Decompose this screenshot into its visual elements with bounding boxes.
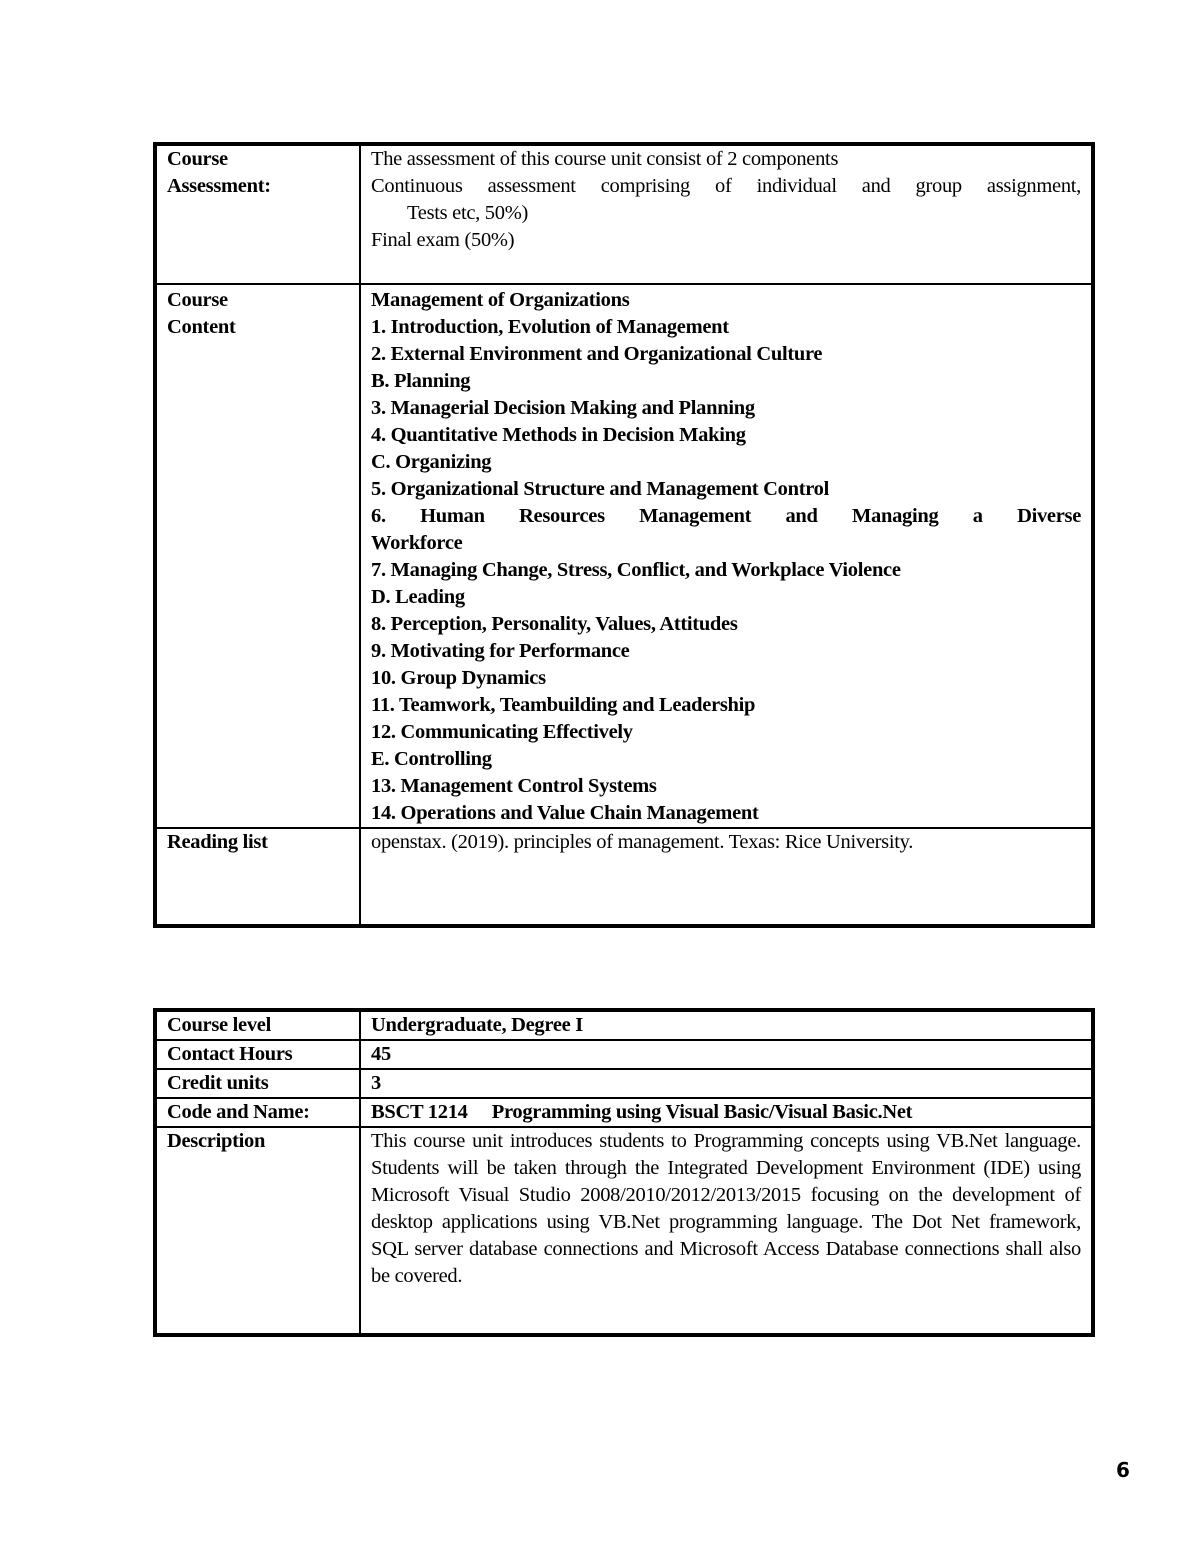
code-name-label: Code and Name: <box>155 1098 360 1127</box>
content-item: D. Leading <box>371 586 465 608</box>
page-number: 6 <box>1116 1458 1130 1482</box>
description-value: This course unit introduces students to Programming concepts using VB.Net language. Students will be taken through the Integrated Development Environment (IDE) using Microsoft Visual Studio 2008/2010/2012/2013/2015 focusing on the development of desktop applications using VB.Net programming language. The Dot Net framework, SQL server database connections and Microsoft Access Database connections shall also be covered. <box>360 1127 1093 1335</box>
credit-units-value: 3 <box>360 1069 1093 1098</box>
content-item: 13. Management Control Systems <box>371 775 657 797</box>
content-item: 10. Group Dynamics <box>371 667 546 689</box>
assessment-row <box>155 144 1093 284</box>
description-label: Description <box>155 1127 360 1335</box>
content-item: 2. External Environment and Organizational Culture <box>371 343 823 365</box>
content-item: 12. Communicating Effectively <box>371 721 633 743</box>
reading-value: openstax. (2019). principles of management. Texas: Rice University. <box>360 828 1093 926</box>
contact-hours-label: Contact Hours <box>155 1040 360 1069</box>
content-label-line1: Course <box>167 289 228 311</box>
reading-row <box>155 828 1093 926</box>
assessment-value <box>360 144 1093 284</box>
assessment-label <box>155 144 360 284</box>
content-item: Workforce <box>371 532 463 554</box>
content-item: 5. Organizational Structure and Management Control <box>371 478 830 500</box>
credit-units-row <box>155 1069 1093 1098</box>
content-item: C. Organizing <box>371 451 492 473</box>
description-row <box>155 1127 1093 1335</box>
credit-units-label: Credit units <box>155 1069 360 1098</box>
content-item: E. Controlling <box>371 748 492 770</box>
course-level-label: Course level <box>155 1010 360 1040</box>
content-label <box>155 284 360 828</box>
assessment-label-line1: Course <box>167 148 228 170</box>
course-info-table <box>153 142 1095 928</box>
reading-label: Reading list <box>155 828 360 926</box>
course-details-table <box>153 1008 1095 1337</box>
content-item: 6. Human Resources Management and Managing a Diverse <box>371 505 1081 527</box>
course-level-row <box>155 1010 1093 1040</box>
content-item: 7. Managing Change, Stress, Conflict, and Workplace Violence <box>371 559 901 581</box>
assessment-line: Tests etc, 50%) <box>407 202 529 224</box>
content-label-line2: Content <box>167 316 236 338</box>
code-name-row <box>155 1098 1093 1127</box>
content-item: 4. Quantitative Methods in Decision Making <box>371 424 746 446</box>
content-item: B. Planning <box>371 370 471 392</box>
contact-hours-row <box>155 1040 1093 1069</box>
contact-hours-value: 45 <box>360 1040 1093 1069</box>
content-item: 1. Introduction, Evolution of Management <box>371 316 729 338</box>
content-item: 9. Motivating for Performance <box>371 640 630 662</box>
assessment-label-line2: Assessment: <box>167 175 271 197</box>
course-level-value: Undergraduate, Degree I <box>360 1010 1093 1040</box>
assessment-line: The assessment of this course unit consist of 2 components <box>371 148 839 170</box>
content-item: 11. Teamwork, Teambuilding and Leadership <box>371 694 756 716</box>
content-item: 14. Operations and Value Chain Management <box>371 802 759 824</box>
content-heading: Management of Organizations <box>371 289 630 311</box>
content-row <box>155 284 1093 828</box>
content-item: 3. Managerial Decision Making and Planning <box>371 397 755 419</box>
assessment-line: Final exam (50%) <box>371 229 515 251</box>
content-value <box>360 284 1093 828</box>
assessment-line: Continuous assessment comprising of individual and group assignment, <box>371 175 1081 197</box>
code-name-value: BSCT 1214 Programming using Visual Basic/Visual Basic.Net <box>360 1098 1093 1127</box>
content-item: 8. Perception, Personality, Values, Attitudes <box>371 613 738 635</box>
